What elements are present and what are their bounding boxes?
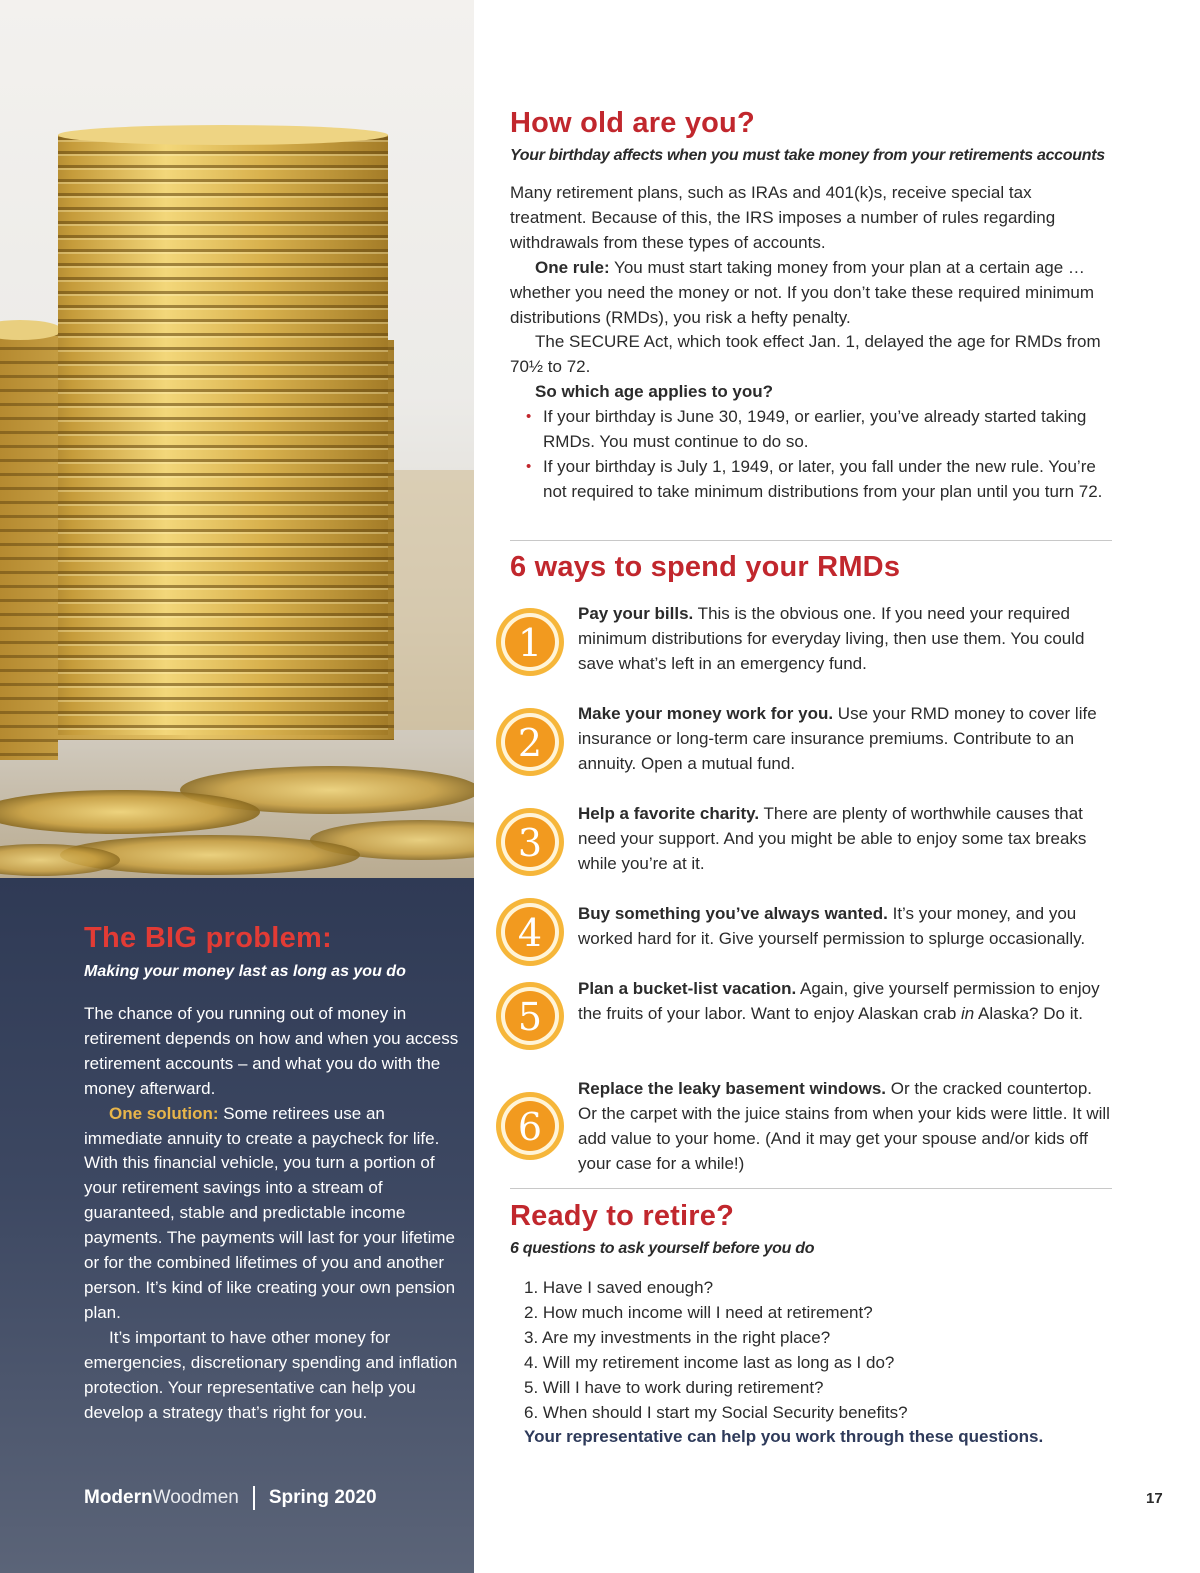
way-description: Use your RMD money to cover life insurance or long-term care insurance premiums. Contribute to an annuity. Open a mutual fund. [578,704,1097,773]
way-item-1 [494,606,1114,696]
issue-season: Spring 2020 [268,1487,377,1508]
retire-section-subtitle: 6 questions to ask yourself before you do [510,1240,815,1257]
retire-questions [510,1276,1112,1450]
sidebar-paragraph-2 [84,1102,464,1326]
rule-text: You must start taking money from your plan at a certain age … whether you need the money or not. If you don’t take these required minimum distributions (RMDs), you risk a hefty penalty. [510,257,1094,327]
medal-number: 4 [517,911,543,955]
medal-number: 6 [517,1105,543,1149]
way-description: This is the obvious one. If you need your required minimum distributions for everyday living, then use them. You could save what’s left in an emergency fund. [578,604,1085,673]
section-divider [510,1188,1112,1189]
section-divider [510,540,1112,541]
question-item: 6. When should I start my Social Security benefits? [524,1402,908,1422]
medal-number: 2 [517,721,543,765]
way-lead: Pay your bills. [578,604,694,623]
age-intro: Many retirement plans, such as IRAs and 401(k)s, receive special tax treatment. Because of this, the IRS imposes a number of rules regarding withdrawals from these types of accounts. [510,183,1056,252]
way-description: Again, give yourself permission to enjoy the fruits of your labor. Want to enjoy Alaskan crab [578,979,1100,1023]
way-item-2 [494,706,1114,796]
retire-section-title: Ready to retire? [510,1200,734,1232]
way-item-6 [494,1079,1114,1180]
secure-act-text: The SECURE Act, which took effect Jan. 1, delayed the age for RMDs from 70½ to 72. [510,332,1101,377]
way-text [578,602,1114,677]
medal-number: 5 [517,995,543,1039]
way-text [578,702,1114,777]
question-item: 2. How much income will I need at retirement? [524,1302,873,1322]
solution-text: Some retirees use an immediate annuity to create a paycheck for life. With this financial vehicle, you turn a portion of your retirement savings into a stream of guaranteed, stable and predictable income payments. The payments will last for your lifetime or for the combined lifetimes of you and another person. It’s kind of like creating your own pension plan. [84,1103,456,1322]
sidebar-subtitle: Making your money last as long as you do [84,963,406,980]
age-bullet: • If your birthday is June 30, 1949, or earlier, you’ve already started taking RMDs. You must continue to do so. [510,405,1112,455]
way-text [578,1077,1114,1177]
way-lead: Buy something you’ve always wanted. [578,904,888,923]
age-bullet: • If your birthday is July 1, 1949, or later, you fall under the new rule. You’re not required to take minimum distributions from your plan until you turn 72. [510,455,1112,505]
way-description: There are plenty of worthwhile causes that need your support. And you might be able to enjoy some tax breaks while you’re at it. [578,804,1087,873]
gold-number-medal-icon [494,806,566,878]
sidebar-body [84,1002,464,1425]
sidebar-title: The BIG problem: [84,922,333,954]
question-item: 1. Have I saved enough? [524,1278,714,1297]
page-number: 17 [1146,1490,1163,1507]
way-lead: Plan a bucket-list vacation. [578,979,797,998]
age-section-subtitle: Your birthday affects when you must take money from your retirements accounts [510,147,1105,164]
question-item: 5. Will I have to work during retirement? [524,1377,824,1397]
ways-section-title: 6 ways to spend your RMDs [510,551,901,583]
way-item-5 [494,980,1114,1070]
way-lead: Help a favorite charity. [578,804,760,823]
sidebar-paragraph-3: It’s important to have other money for emergencies, discretionary spending and inflation protection. Your representative can help you develop a strategy that’s right for you. [84,1327,458,1422]
medal-number: 3 [517,821,543,865]
big-problem-sidebar [0,878,474,1573]
brand-name-bold: Modern [84,1487,153,1508]
way-description: It’s your money, and you worked hard for it. Give yourself permission to splurge occasionally. [578,904,1086,948]
gold-coin-stacks-photo [0,0,474,878]
coin-stacks-illustration [0,0,474,878]
closing-line: Your representative can help you work through these questions. [524,1427,1044,1447]
question-item: 4. Will my retirement income last as long as I do? [524,1352,895,1372]
question-item: 3. Are my investments in the right place? [524,1327,831,1347]
age-bullet-list [510,405,1112,505]
gold-number-medal-icon [494,980,566,1052]
footer-brand [84,1486,377,1510]
way-lead: Make your money work for you. [578,704,834,723]
way-description: Or the cracked countertop. Or the carpet with the juice stains from when your kids were little. It will add value to your home. (And it may get your spouse and/or kids off your case for a while!) [578,1079,1110,1173]
footer-divider [253,1486,255,1510]
age-section-title: How old are you? [510,107,755,139]
gold-number-medal-icon [494,896,566,968]
sidebar-paragraph-1: The chance of you running out of money in retirement depends on how and when you access retirement accounts – and what you do with the money afterward. [84,1004,459,1098]
way-item-3 [494,806,1114,896]
way-text [578,902,1114,952]
rule-label: One rule: [535,257,610,277]
question-list [510,1276,1112,1450]
which-age-line [510,380,1112,405]
age-section-body [510,181,1112,505]
way-text [578,802,1114,877]
gold-number-medal-icon [494,606,566,678]
way-description-emphasis: in [961,1003,975,1023]
brand-name-light: Woodmen [152,1487,239,1508]
solution-label: One solution: [109,1103,219,1123]
age-rule [510,256,1112,331]
left-column [0,0,474,1573]
which-age-question: So which age applies to you? [535,382,774,402]
gold-number-medal-icon [494,1090,566,1162]
way-lead: Replace the leaky basement windows. [578,1079,887,1098]
gold-number-medal-icon [494,706,566,778]
way-text [578,977,1114,1027]
way-item-4 [494,896,1114,986]
medal-number: 1 [517,621,543,665]
way-description-end: Alaska? Do it. [974,1003,1083,1023]
